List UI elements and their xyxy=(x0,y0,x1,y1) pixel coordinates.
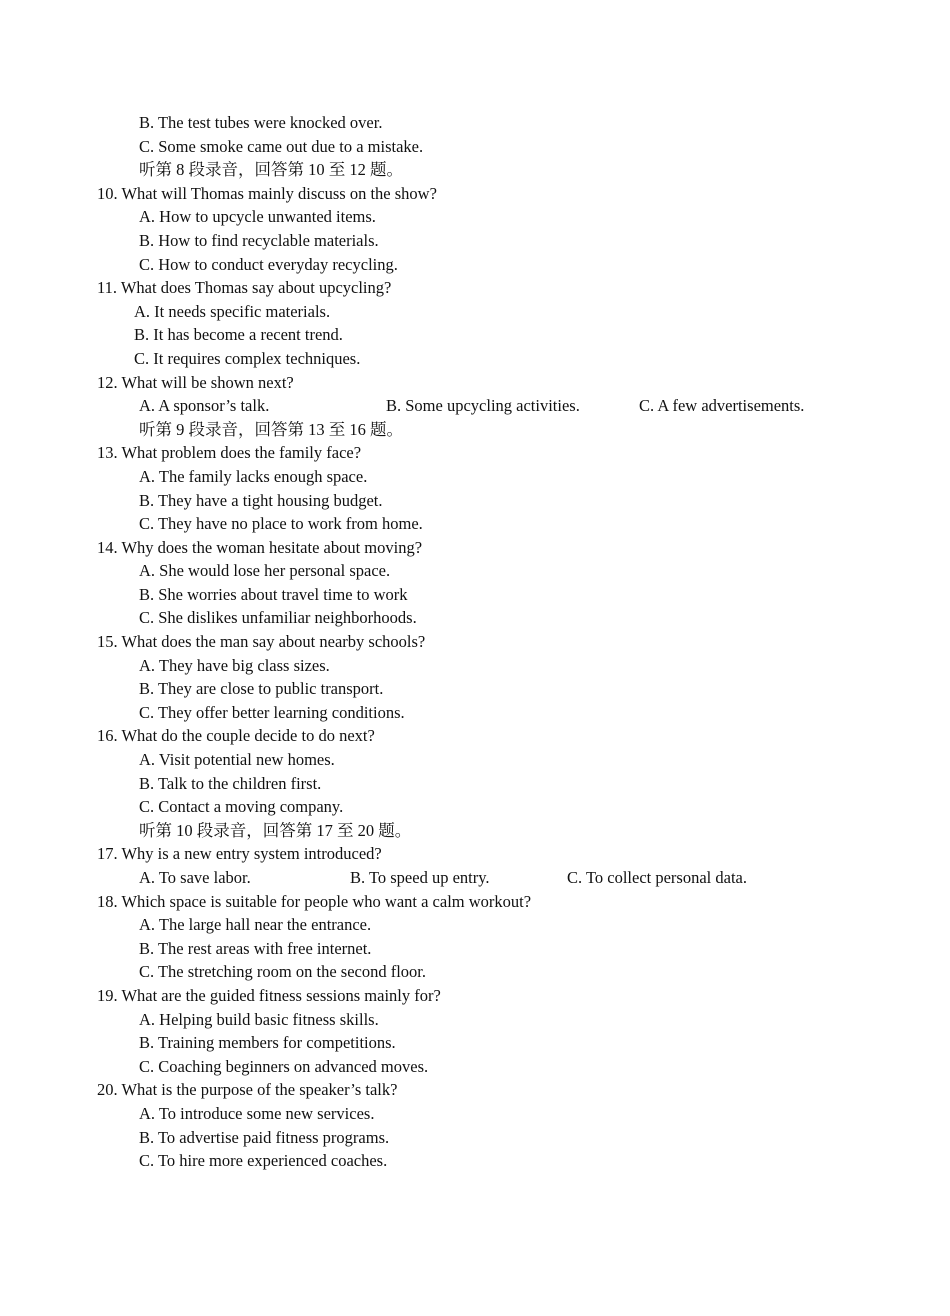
answer-option: C. To hire more experienced coaches. xyxy=(139,1151,388,1171)
answer-option: B. Training members for competitions. xyxy=(139,1033,396,1053)
answer-option: B. Talk to the children first. xyxy=(139,773,322,793)
answer-option: C. How to conduct everyday recycling. xyxy=(139,254,398,274)
answer-options-row xyxy=(0,394,950,418)
answer-option: C. A few advertisements. xyxy=(639,396,805,416)
question: 10. What will Thomas mainly discuss on the show? xyxy=(97,183,437,203)
answer-option: B. Some upcycling activities. xyxy=(386,396,580,416)
answer-option: C. She dislikes unfamiliar neighborhoods. xyxy=(139,608,417,628)
answer-option: B. She worries about travel time to work xyxy=(139,584,408,604)
answer-option: C. Some smoke came out due to a mistake. xyxy=(139,136,424,156)
question: 14. Why does the woman hesitate about moving? xyxy=(97,537,423,557)
question: 20. What is the purpose of the speaker’s talk? xyxy=(97,1080,398,1100)
answer-option: A. To introduce some new services. xyxy=(139,1103,375,1123)
answer-option: C. Contact a moving company. xyxy=(139,797,344,817)
answer-option: B. They are close to public transport. xyxy=(139,679,384,699)
answer-option: B. The test tubes were knocked over. xyxy=(139,113,383,132)
answer-option: B. To advertise paid fitness programs. xyxy=(139,1127,390,1147)
answer-option: B. It has become a recent trend. xyxy=(134,325,343,345)
answer-option: B. How to find recyclable materials. xyxy=(139,230,379,250)
question: 12. What will be shown next? xyxy=(97,372,294,392)
answer-option: A. To save labor. xyxy=(139,868,251,887)
answer-option: A. A sponsor’s talk. xyxy=(139,396,270,416)
answer-options-row xyxy=(0,866,950,890)
answer-option: B. They have a tight housing budget. xyxy=(139,490,383,510)
answer-option: B. The rest areas with free internet. xyxy=(139,938,372,958)
answer-option: C. They offer better learning conditions. xyxy=(139,702,405,722)
answer-option: A. The family lacks enough space. xyxy=(139,466,368,486)
answer-option: C. They have no place to work from home. xyxy=(139,514,423,534)
answer-option: A. The large hall near the entrance. xyxy=(139,915,372,935)
question: 15. What does the man say about nearby schools? xyxy=(97,632,426,652)
answer-option: A. It needs specific materials. xyxy=(134,301,331,321)
question: 17. Why is a new entry system introduced? xyxy=(97,844,382,864)
answer-option: C. Coaching beginners on advanced moves. xyxy=(139,1056,429,1076)
answer-option: A. She would lose her personal space. xyxy=(139,561,391,581)
exam-page xyxy=(0,111,950,1173)
question: 11. What does Thomas say about upcycling? xyxy=(97,278,392,298)
answer-option: C. It requires complex techniques. xyxy=(134,348,361,368)
question: 16. What do the couple decide to do next? xyxy=(97,726,375,746)
question: 19. What are the guided fitness sessions mainly for? xyxy=(97,985,441,1005)
section-instruction: 听第 10 段录音，回答第 17 至 20 题。 xyxy=(139,820,412,840)
question: 13. What problem does the family face? xyxy=(97,443,362,463)
answer-option: C. To collect personal data. xyxy=(567,868,747,887)
answer-option: C. The stretching room on the second floor. xyxy=(139,962,427,982)
answer-option: A. They have big class sizes. xyxy=(139,655,330,675)
question: 18. Which space is suitable for people who want a calm workout? xyxy=(97,891,532,911)
answer-option: A. Visit potential new homes. xyxy=(139,750,335,770)
answer-option: A. How to upcycle unwanted items. xyxy=(139,207,376,227)
section-instruction: 听第 8 段录音，回答第 10 至 12 题。 xyxy=(139,160,403,180)
answer-option: B. To speed up entry. xyxy=(350,868,490,887)
answer-option: A. Helping build basic fitness skills. xyxy=(139,1009,379,1029)
section-instruction: 听第 9 段录音，回答第 13 至 16 题。 xyxy=(139,419,403,439)
